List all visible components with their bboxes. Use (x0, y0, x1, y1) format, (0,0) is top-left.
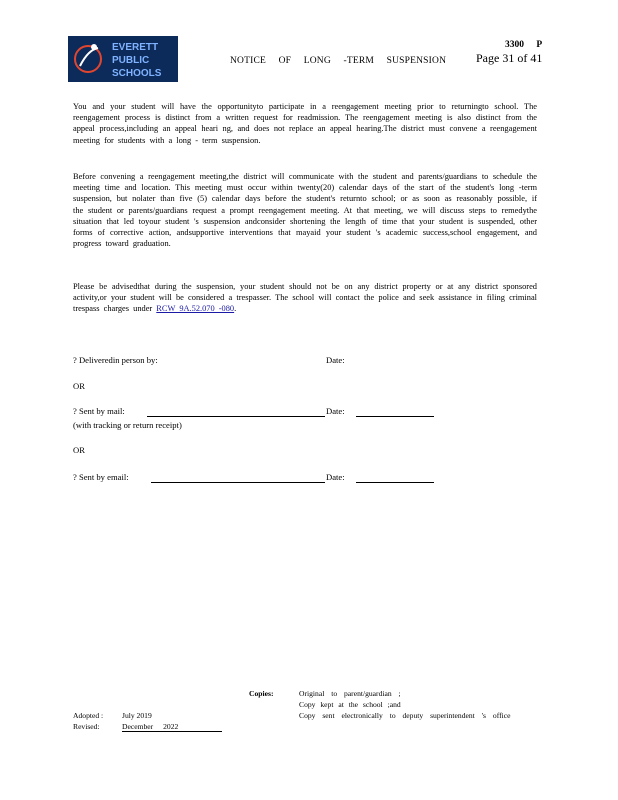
trespass-end: . (234, 304, 237, 314)
mail-date-line[interactable] (356, 416, 434, 417)
svg-text:EVERETT: EVERETT (112, 42, 159, 53)
sent-by-email-label: ? Sent by email: (73, 472, 129, 482)
svg-text:PUBLIC: PUBLIC (112, 55, 150, 66)
trespass-text: Please be advisedthat during the suspension, your student should not be on any district property or at any district sponsored activity,or your student will be considered a trespasser. The school will contact the police and seek assistance in filing criminal trespass charges under (73, 282, 537, 314)
page-number: Page 31 of 41 (476, 51, 543, 65)
email-signature-line[interactable] (151, 482, 325, 483)
mail-signature-line[interactable] (147, 416, 325, 417)
copies-label: Copies: (249, 689, 274, 698)
or-separator-2: OR (73, 445, 85, 455)
email-date-label: Date: (326, 472, 345, 482)
adopted-date: July 2019 (122, 711, 152, 720)
rcw-link[interactable]: RCW 9A.52.070 -080 (156, 304, 235, 314)
sent-by-mail-label: ? Sent by mail: (73, 406, 125, 416)
delivered-in-person-label: ? Deliveredin person by: (73, 355, 158, 365)
policy-code: 3300 P (505, 40, 543, 50)
mail-date-label: Date: (326, 406, 345, 416)
paragraph-trespass (73, 281, 537, 315)
district-logo (68, 36, 178, 82)
paragraph-reengagement: You and your student will have the opportunityto participate in a reengagement meeting prior to returningto school. The reengagement process is distinct from a written request for readmission. The reengagement meeting is also distinct from the appeal process,including an appeal heari ng, and does not replace an appeal hearing.The district must convene a reengagement meeting for students with a long - term suspension. (73, 102, 537, 145)
copy-line-3: Copy sent electronically to deputy superintendent 's office (299, 711, 511, 720)
person-date-label: Date: (326, 355, 345, 365)
paragraph-meeting-details: Before convening a reengagement meeting,the district will communicate with the student and parents/guardians to schedule the meeting time and location. This meeting must occur within twenty(20) calendar days of the start of the student's long -term suspension, but nolater than five (5) calendar days before the student's returnto school; or as soon as reasonably possible, if the student or parents/guardians request a prompt reengagement meeting. At that meeting, we will discuss steps to remedythe situation that led toyour student 's suspension andconsider shortening the length of time that your student is suspended, other forms of corrective action, andsupportive interventions that mayaid your student 's academic success,school engagement, and progress toward graduation. (73, 172, 537, 249)
mail-note: (with tracking or return receipt) (73, 420, 182, 430)
adopted-label: Adopted : (73, 711, 104, 720)
copy-line-2: Copy kept at the school ;and (299, 700, 401, 709)
svg-text:SCHOOLS: SCHOOLS (112, 68, 162, 79)
revised-date: December 2022 (122, 722, 222, 732)
copy-line-1: Original to parent/guardian ; (299, 689, 401, 698)
page-title: NOTICE OF LONG -TERM SUSPENSION (230, 56, 447, 66)
or-separator-1: OR (73, 381, 85, 391)
revised-label: Revised: (73, 722, 100, 731)
email-date-line[interactable] (356, 482, 434, 483)
